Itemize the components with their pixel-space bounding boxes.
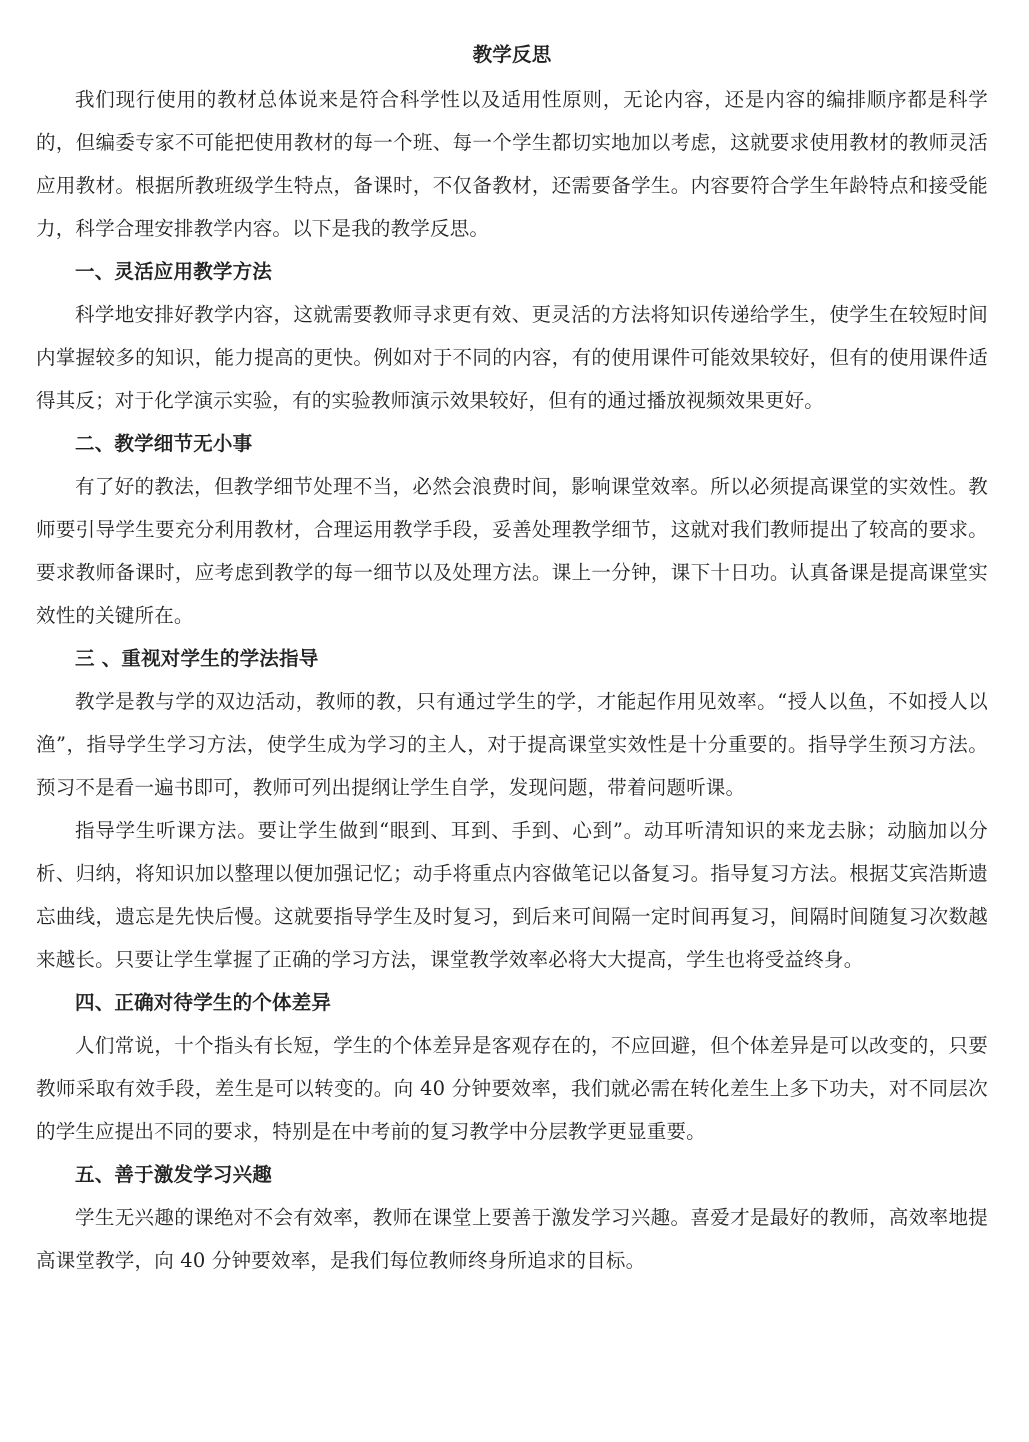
document-title: 教学反思 (472, 43, 552, 66)
document-page (36, 40, 988, 1282)
section-heading: 五、善于激发学习兴趣 (75, 1163, 273, 1186)
section-heading: 一、灵活应用教学方法 (75, 260, 273, 283)
section-paragraph: 学生无兴趣的课绝对不会有效率，教师在课堂上要善于激发学习兴趣。喜爱才是最好的教师，高效率地提高课堂教学，向 40 分钟要效率，是我们每位教师终身所追求的目标。 (36, 1206, 988, 1272)
intro-paragraph: 我们现行使用的教材总体说来是符合科学性以及适用性原则，无论内容，还是内容的编排顺序都是科学的，但编委专家不可能把使用教材的每一个班、每一个学生都切实地加以考虑，这就要求使用教材的教师灵活应用教材。根据所教班级学生特点，备课时，不仅备教材，还需要备学生。内容要符合学生年龄特点和接受能力，科学合理安排教学内容。以下是我的教学反思。 (36, 88, 988, 240)
section-3 (36, 637, 988, 981)
section-paragraph: 有了好的教法，但教学细节处理不当，必然会浪费时间，影响课堂效率。所以必须提高课堂的实效性。教师要引导学生要充分利用教材，合理运用教学手段，妥善处理教学细节，这就对我们教师提出了较高的要求。要求教师备课时，应考虑到教学的每一细节以及处理方法。课上一分钟，课下十日功。认真备课是提高课堂实效性的关键所在。 (36, 475, 988, 627)
section-heading: 二、教学细节无小事 (75, 432, 253, 455)
section-heading: 四、正确对待学生的个体差异 (75, 991, 332, 1014)
section-5 (36, 1153, 988, 1282)
section-paragraph: 指导学生听课方法。要让学生做到“眼到、耳到、手到、心到”。动耳听清知识的来龙去脉；动脑加以分析、归纳，将知识加以整理以便加强记忆；动手将重点内容做笔记以备复习。指导复习方法。根据艾宾浩斯遗忘曲线，遗忘是先快后慢。这就要指导学生及时复习，到后来可间隔一定时间再复习，间隔时间随复习次数越来越长。只要让学生掌握了正确的学习方法，课堂教学效率必将大大提高，学生也将受益终身。 (36, 819, 988, 971)
section-4 (36, 981, 988, 1153)
section-paragraph: 科学地安排好教学内容，这就需要教师寻求更有效、更灵活的方法将知识传递给学生，使学生在较短时间内掌握较多的知识，能力提高的更快。例如对于不同的内容，有的使用课件可能效果较好，但有的使用课件适得其反；对于化学演示实验，有的实验教师演示效果较好，但有的通过播放视频效果更好。 (36, 303, 988, 412)
section-paragraph: 人们常说，十个指头有长短，学生的个体差异是客观存在的，不应回避，但个体差异是可以改变的，只要教师采取有效手段，差生是可以转变的。向 40 分钟要效率，我们就必需在转化差生上多下功夫，对不同层次的学生应提出不同的要求，特别是在中考前的复习教学中分层教学更显重要。 (36, 1034, 988, 1143)
section-heading: 三 、重视对学生的学法指导 (75, 647, 319, 670)
section-1 (36, 250, 988, 422)
section-paragraph: 教学是教与学的双边活动，教师的教，只有通过学生的学，才能起作用见效率。“授人以鱼，不如授人以渔”，指导学生学习方法，使学生成为学习的主人，对于提高课堂实效性是十分重要的。指导学生预习方法。预习不是看一遍书即可，教师可列出提纲让学生自学，发现问题，带着问题听课。 (36, 690, 988, 799)
section-2 (36, 422, 988, 637)
